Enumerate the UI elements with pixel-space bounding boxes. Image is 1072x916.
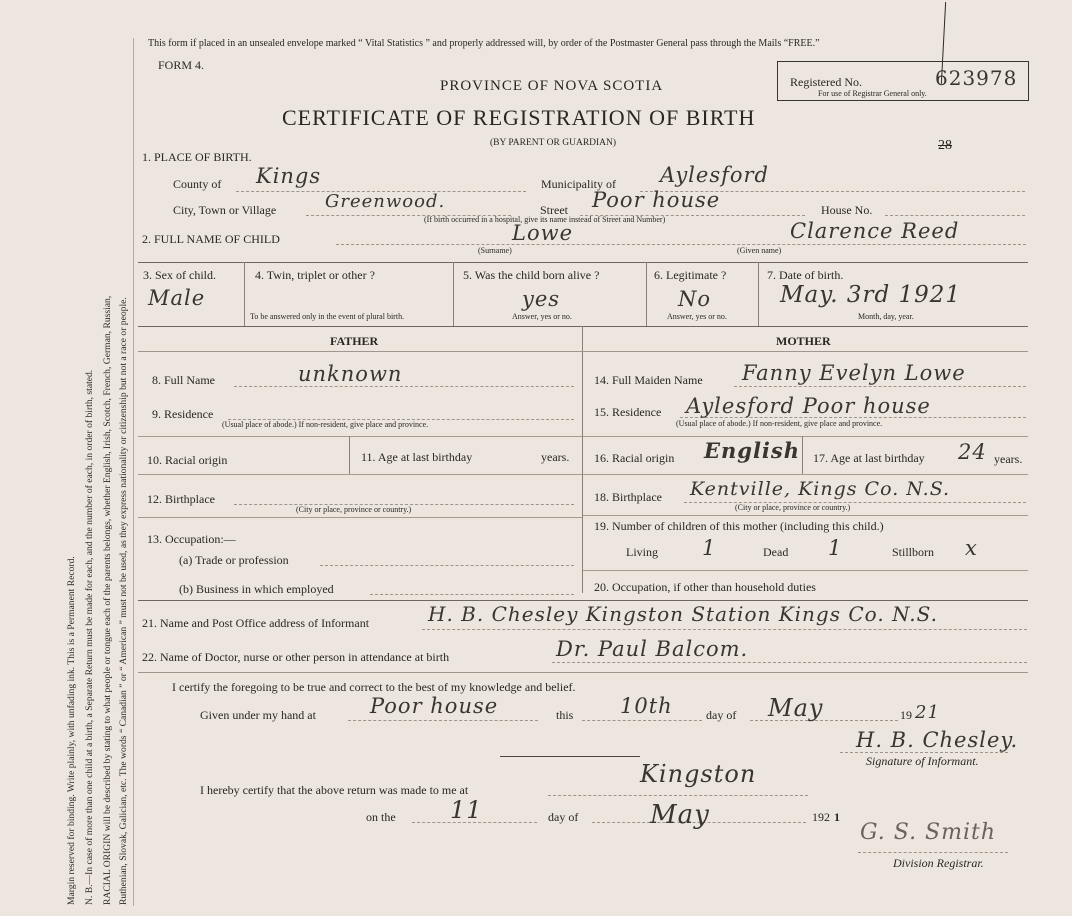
doctor-label: 22. Name of Doctor, nurse or other person in attendance at birth: [142, 650, 450, 664]
street-note: (If birth occurred in a hospital, give its name instead of Street and Number): [424, 215, 666, 224]
born-alive-label: 5. Was the child born alive ?: [463, 268, 600, 282]
signature-separator: [500, 756, 640, 757]
registered-label: Registered No.: [790, 75, 862, 89]
father-age-label: 11. Age at last birthday: [361, 450, 473, 464]
father-age-suffix: years.: [541, 450, 570, 464]
doctor-value: Dr. Paul Balcom.: [556, 637, 749, 661]
registrar-signature: G. S. Smith: [860, 820, 997, 845]
mother-rule-2: [583, 474, 1028, 475]
informant-value: H. B. Chesley Kingston Station Kings Co. N.S.: [428, 602, 938, 626]
mother-age-suffix: years.: [994, 452, 1023, 466]
registrar-general-note: For use of Registrar General only.: [818, 89, 927, 98]
mother-racial-label: 16. Racial origin: [594, 451, 675, 465]
registrar-day-value: 11: [450, 796, 483, 824]
father-trade-label: (a) Trade or profession: [179, 553, 289, 567]
mother-age-label: 17. Age at last birthday: [813, 451, 925, 465]
surname-label: (Surname): [478, 246, 512, 255]
dead-value: 1: [828, 536, 843, 560]
child-name-heading: 2. FULL NAME OF CHILD: [142, 232, 280, 246]
county-value: Kings: [256, 164, 322, 188]
given-name-label: (Given name): [737, 246, 782, 255]
stillborn-label: Stillborn: [892, 545, 935, 559]
certify-year-value: 21: [915, 702, 940, 723]
dob-value: May. 3rd 1921: [780, 282, 962, 308]
mother-residence-note: (Usual place of abode.) If non-resident, give place and province.: [676, 419, 883, 428]
street-label: Street: [540, 203, 568, 217]
registrar-statement: I hereby certify that the above return was made to me at: [200, 783, 469, 797]
row3-divider-2: [453, 262, 454, 326]
city-label: City, Town or Village: [173, 203, 277, 217]
mother-residence-label: 15. Residence: [594, 405, 662, 419]
margin-note-nationality: Ruthenian, Slovak, Galician, etc. The words “ Canadian ” or “ American ” must not be used, as they express nationality or citizenship but not a race or people.: [118, 297, 129, 905]
given-place-line: [348, 720, 538, 721]
municipality-label: Municipality of: [541, 177, 616, 191]
registrar-place-line: [548, 795, 808, 796]
certify-month-value: May: [768, 694, 824, 722]
county-label: County of: [173, 177, 222, 191]
certify-day-line: [582, 720, 702, 721]
father-name-value: unknown: [298, 362, 403, 386]
child-name-line: [336, 244, 1026, 245]
living-label: Living: [626, 545, 658, 559]
row3-divider-1: [244, 262, 245, 326]
registrar-month-value: May: [650, 800, 710, 830]
certify-year-prefix: 19: [900, 708, 912, 722]
margin-note-multiple-births: N. B.—In case of more than one child at a birth, a Separate Return must be made for each, and the number of each, in order of birth, stated.: [84, 369, 95, 905]
city-value: Greenwood.: [325, 191, 446, 212]
mother-name-label: 14. Full Maiden Name: [594, 373, 703, 387]
postal-notice: This form if placed in an unsealed envelope marked “ Vital Statistics ” and properly addressed will, by order of the Postmaster General pass through the Mails “FREE.”: [148, 38, 820, 49]
father-birthplace-note: (City or place, province or country.): [296, 505, 412, 514]
mother-racial-divider: [802, 436, 803, 474]
born-alive-note: Answer, yes or no.: [512, 312, 572, 321]
informant-signature: H. B. Chesley.: [856, 728, 1019, 752]
child-surname: Lowe: [512, 221, 573, 245]
father-racial-divider: [349, 436, 350, 474]
dob-note: Month, day, year.: [858, 312, 914, 321]
certify-statement: I certify the foregoing to be true and correct to the best of my knowledge and belief.: [172, 680, 576, 694]
margin-note-binding: Margin reserved for binding. Write plainly, with unfading ink. This is a Permanent Record.: [66, 556, 77, 905]
registrar-year-value: 1: [834, 810, 840, 824]
municipality-value: Aylesford: [660, 163, 769, 187]
father-business-line: [370, 594, 574, 595]
father-residence-label: 9. Residence: [152, 407, 214, 421]
certificate-title: CERTIFICATE OF REGISTRATION OF BIRTH: [282, 105, 756, 130]
doctor-line: [552, 662, 1027, 663]
informant-signature-label: Signature of Informant.: [866, 754, 979, 768]
parents-bottom-rule: [138, 600, 1028, 601]
mother-rule-1: [583, 436, 1028, 437]
mother-birthplace-value: Kentville, Kings Co. N.S.: [690, 478, 951, 500]
father-trade-line: [320, 565, 574, 566]
father-occupation-label: 13. Occupation:—: [147, 532, 236, 546]
sex-label: 3. Sex of child.: [143, 268, 216, 282]
given-place-value: Poor house: [370, 694, 499, 718]
province-heading: PROVINCE OF NOVA SCOTIA: [440, 78, 664, 94]
mother-heading: MOTHER: [776, 334, 831, 348]
certificate-subtitle: (BY PARENT OR GUARDIAN): [490, 138, 617, 148]
certify-dayof-label: day of: [706, 708, 737, 722]
row3-divider-3: [646, 262, 647, 326]
mother-birthplace-note: (City or place, province or country.): [735, 503, 851, 512]
mother-name-line: [734, 386, 1026, 387]
certify-top-rule: [138, 672, 1028, 673]
parents-heading-rule: [138, 351, 1028, 352]
mother-age-value: 24: [958, 440, 987, 464]
row3-bottom-rule: [138, 326, 1028, 327]
father-business-label: (b) Business in which employed: [179, 582, 334, 596]
registrar-on-label: on the: [366, 810, 396, 824]
twin-label: 4. Twin, triplet or other ?: [255, 268, 375, 282]
mother-birthplace-label: 18. Birthplace: [594, 490, 662, 504]
margin-line: [133, 38, 134, 906]
mother-rule-4: [583, 570, 1028, 571]
informant-signature-line: [840, 752, 1008, 753]
twin-note: To be answered only in the event of plural birth.: [250, 312, 405, 321]
certify-this-label: this: [556, 708, 574, 722]
father-rule-1: [138, 436, 582, 437]
parents-divider: [582, 326, 583, 593]
registrar-place-value: Kingston: [640, 760, 757, 788]
living-value: 1: [702, 536, 717, 560]
father-heading: FATHER: [330, 334, 379, 348]
form-number: FORM 4.: [158, 58, 205, 72]
legitimate-note: Answer, yes or no.: [667, 312, 727, 321]
street-value: Poor house: [592, 188, 721, 212]
registrar-signature-label: Division Registrar.: [893, 856, 984, 870]
margin-note-racial-origin: RACIAL ORIGIN will be described by stating to what people or tongue each of the parents belongs, whether English, Irish, Scotch, French, German, Russian,: [102, 295, 113, 905]
father-name-line: [234, 386, 574, 387]
registrar-signature-line: [858, 852, 1008, 853]
row3-top-rule: [138, 262, 1028, 263]
mother-racial-value: English: [704, 438, 801, 463]
father-residence-note: (Usual place of abode.) If non-resident, give place and province.: [222, 420, 429, 429]
mother-residence-value: Aylesford Poor house: [686, 394, 931, 418]
sex-value: Male: [148, 286, 206, 310]
father-rule-2: [138, 474, 582, 475]
father-birthplace-label: 12. Birthplace: [147, 492, 215, 506]
certify-day-value: 10th: [620, 694, 673, 718]
father-name-label: 8. Full Name: [152, 373, 215, 387]
struck-mark: 28: [938, 138, 952, 153]
mother-rule-3: [583, 515, 1028, 516]
mother-occupation-label: 20. Occupation, if other than household duties: [594, 580, 816, 594]
father-rule-3: [138, 517, 582, 518]
mother-children-label: 19. Number of children of this mother (including this child.): [594, 519, 884, 533]
place-of-birth-heading: 1. PLACE OF BIRTH.: [142, 150, 252, 164]
dead-label: Dead: [763, 545, 789, 559]
house-number-label: House No.: [821, 203, 873, 217]
informant-line: [422, 629, 1027, 630]
child-given-name: Clarence Reed: [790, 219, 960, 243]
informant-label: 21. Name and Post Office address of Informant: [142, 616, 370, 630]
father-racial-label: 10. Racial origin: [147, 453, 228, 467]
legitimate-value: No: [678, 287, 712, 311]
given-under-label: Given under my hand at: [200, 708, 316, 722]
registered-number: 623978: [935, 66, 1018, 90]
registrar-dayof-label: day of: [548, 810, 579, 824]
stillborn-value: x: [965, 536, 978, 560]
legitimate-label: 6. Legitimate ?: [654, 268, 727, 282]
mother-name-value: Fanny Evelyn Lowe: [742, 361, 966, 385]
row3-divider-4: [758, 262, 759, 326]
dob-label: 7. Date of birth.: [767, 268, 844, 282]
registrar-year-prefix: 192: [812, 810, 830, 824]
house-number-line: [885, 215, 1025, 216]
born-alive-value: yes: [522, 287, 561, 311]
